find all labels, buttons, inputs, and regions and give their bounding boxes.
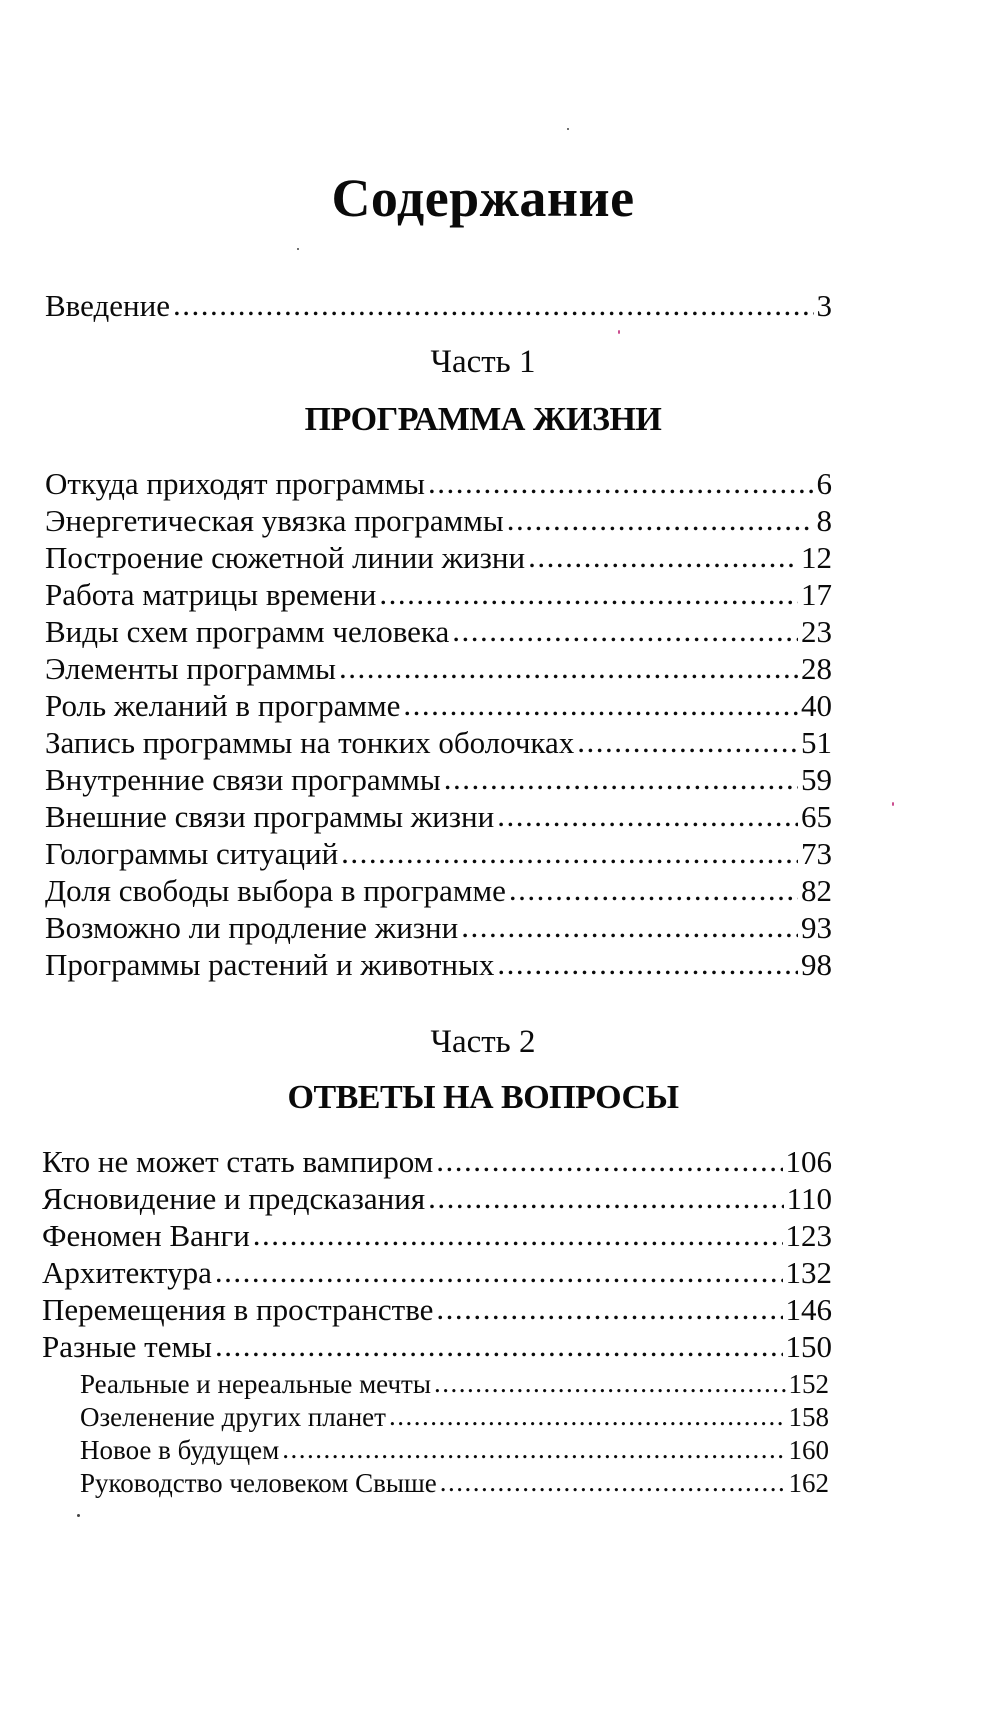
toc-entry-label: Построение сюжетной линии жизни <box>45 540 526 575</box>
toc-entry[interactable] <box>45 762 832 798</box>
toc-entry-page: 28 <box>801 651 832 686</box>
toc-entry[interactable] <box>45 577 832 613</box>
dot-leader <box>339 650 798 686</box>
dot-leader <box>379 576 798 612</box>
toc-entry[interactable] <box>45 614 832 650</box>
scan-speck <box>618 330 620 334</box>
toc-entry-label: Кто не может стать вампиром <box>42 1144 434 1179</box>
toc-entry[interactable] <box>45 651 832 687</box>
dot-leader <box>577 724 798 760</box>
scan-speck <box>567 128 569 130</box>
part-2-heading: ОТВЕТЫ НА ВОПРОСЫ <box>287 1079 679 1116</box>
dot-leader <box>434 1367 786 1399</box>
dot-leader <box>497 798 798 834</box>
dot-leader <box>173 287 814 323</box>
dot-leader <box>440 1466 786 1498</box>
dot-leader <box>497 946 798 982</box>
toc-entry-page: 162 <box>788 1468 829 1498</box>
dot-leader <box>452 613 798 649</box>
toc-entry[interactable] <box>45 836 832 872</box>
toc-entry-label: Введение <box>45 288 170 323</box>
scan-speck <box>297 248 299 250</box>
toc-entry-page: 8 <box>816 503 832 538</box>
page-title: Содержание <box>331 168 635 228</box>
toc-entry-label: Голограммы ситуаций <box>45 836 339 871</box>
toc-entry-page: 110 <box>786 1181 832 1216</box>
toc-entry-label: Перемещения в пространстве <box>42 1292 434 1327</box>
toc-entry[interactable] <box>45 466 832 502</box>
dot-leader <box>403 687 798 723</box>
toc-entry-label: Архитектура <box>42 1255 212 1290</box>
toc-entry-label: Новое в будущем <box>80 1435 280 1465</box>
dot-leader <box>389 1400 786 1432</box>
toc-entry-label: Возможно ли продление жизни <box>45 910 459 945</box>
part-1-heading: ПРОГРАММА ЖИЗНИ <box>304 401 662 438</box>
toc-entry-label: Феномен Ванги <box>42 1218 250 1253</box>
toc-entry[interactable] <box>45 947 832 983</box>
toc-entry[interactable] <box>45 688 832 724</box>
dot-leader <box>507 502 814 538</box>
toc-entry-page: 152 <box>788 1369 829 1399</box>
dot-leader <box>461 909 798 945</box>
toc-entry-page: 158 <box>788 1402 829 1432</box>
dot-leader <box>428 465 814 501</box>
toc-entry-page: 98 <box>801 947 832 982</box>
dot-leader <box>428 1180 784 1216</box>
toc-entry-page: 106 <box>785 1144 832 1179</box>
toc-entry-label: Озеленение других планет <box>80 1402 386 1432</box>
toc-entry[interactable] <box>45 873 832 909</box>
toc-entry-page: 17 <box>801 577 832 612</box>
toc-entry-label: Внешние связи программы жизни <box>45 799 495 834</box>
dot-leader <box>215 1254 783 1290</box>
toc-entry-intro[interactable] <box>45 288 832 324</box>
toc-entry[interactable] <box>42 1292 832 1328</box>
dot-leader <box>436 1143 782 1179</box>
toc-entry-page: 12 <box>801 540 832 575</box>
scan-speck <box>892 802 894 806</box>
toc-entry-page: 150 <box>785 1329 832 1364</box>
toc-entry-label: Запись программы на тонких оболочках <box>45 725 575 760</box>
toc-entry-label: Ясновидение и предсказания <box>42 1181 426 1216</box>
dot-leader <box>341 835 798 871</box>
toc-entry-page: 51 <box>801 725 832 760</box>
toc-entry-label: Энергетическая увязка программы <box>45 503 504 538</box>
toc-entry-page: 65 <box>801 799 832 834</box>
dot-leader <box>215 1328 783 1364</box>
toc-entry-label: Элементы программы <box>45 651 337 686</box>
toc-entry-page: 6 <box>816 466 832 501</box>
toc-entry-page: 59 <box>801 762 832 797</box>
toc-entry-label: Реальные и нереальные мечты <box>80 1369 431 1399</box>
toc-entry-page: 93 <box>801 910 832 945</box>
toc-entry-label: Разные темы <box>42 1329 212 1364</box>
part-1-label: Часть 1 <box>430 344 536 380</box>
toc-entry-page: 132 <box>785 1255 832 1290</box>
dot-leader <box>444 761 798 797</box>
toc-entry-page: 160 <box>788 1435 829 1465</box>
dot-leader <box>528 539 798 575</box>
toc-entry[interactable] <box>45 503 832 539</box>
dot-leader <box>509 872 798 908</box>
toc-subentry[interactable] <box>80 1368 829 1400</box>
toc-entry[interactable] <box>45 540 832 576</box>
toc-entry-label: Внутренние связи программы <box>45 762 441 797</box>
toc-entry-label: Руководство человеком Свыше <box>80 1468 437 1498</box>
part-2-label: Часть 2 <box>430 1024 536 1060</box>
toc-entry-page: 73 <box>801 836 832 871</box>
toc-subentry[interactable] <box>80 1434 829 1466</box>
toc-entry[interactable] <box>42 1329 832 1365</box>
dot-leader <box>436 1291 782 1327</box>
toc-entry-label: Виды схем программ человека <box>45 614 450 649</box>
toc-entry-page: 23 <box>801 614 832 649</box>
dot-leader <box>282 1433 785 1465</box>
dot-leader <box>253 1217 783 1253</box>
toc-entry-page: 123 <box>785 1218 832 1253</box>
toc-entry-label: Доля свободы выбора в программе <box>45 873 506 908</box>
toc-entry[interactable] <box>45 799 832 835</box>
toc-entry-page: 40 <box>801 688 832 723</box>
toc-subentry[interactable] <box>80 1401 829 1433</box>
toc-entry-label: Роль желаний в программе <box>45 688 401 723</box>
toc-subentry[interactable] <box>80 1467 829 1499</box>
toc-entry[interactable] <box>42 1181 832 1217</box>
toc-entry-label: Программы растений и животных <box>45 947 495 982</box>
toc-entry-page: 82 <box>801 873 832 908</box>
toc-entry[interactable] <box>45 725 832 761</box>
toc-entry[interactable] <box>42 1144 832 1180</box>
toc-entry-page: 146 <box>785 1292 832 1327</box>
scan-speck <box>77 1514 80 1517</box>
toc-entry-label: Работа матрицы времени <box>45 577 377 612</box>
toc-entry[interactable] <box>42 1218 832 1254</box>
toc-entry[interactable] <box>42 1255 832 1291</box>
toc-entry-page: 3 <box>816 288 832 323</box>
toc-entry[interactable] <box>45 910 832 946</box>
toc-entry-label: Откуда приходят программы <box>45 466 425 501</box>
